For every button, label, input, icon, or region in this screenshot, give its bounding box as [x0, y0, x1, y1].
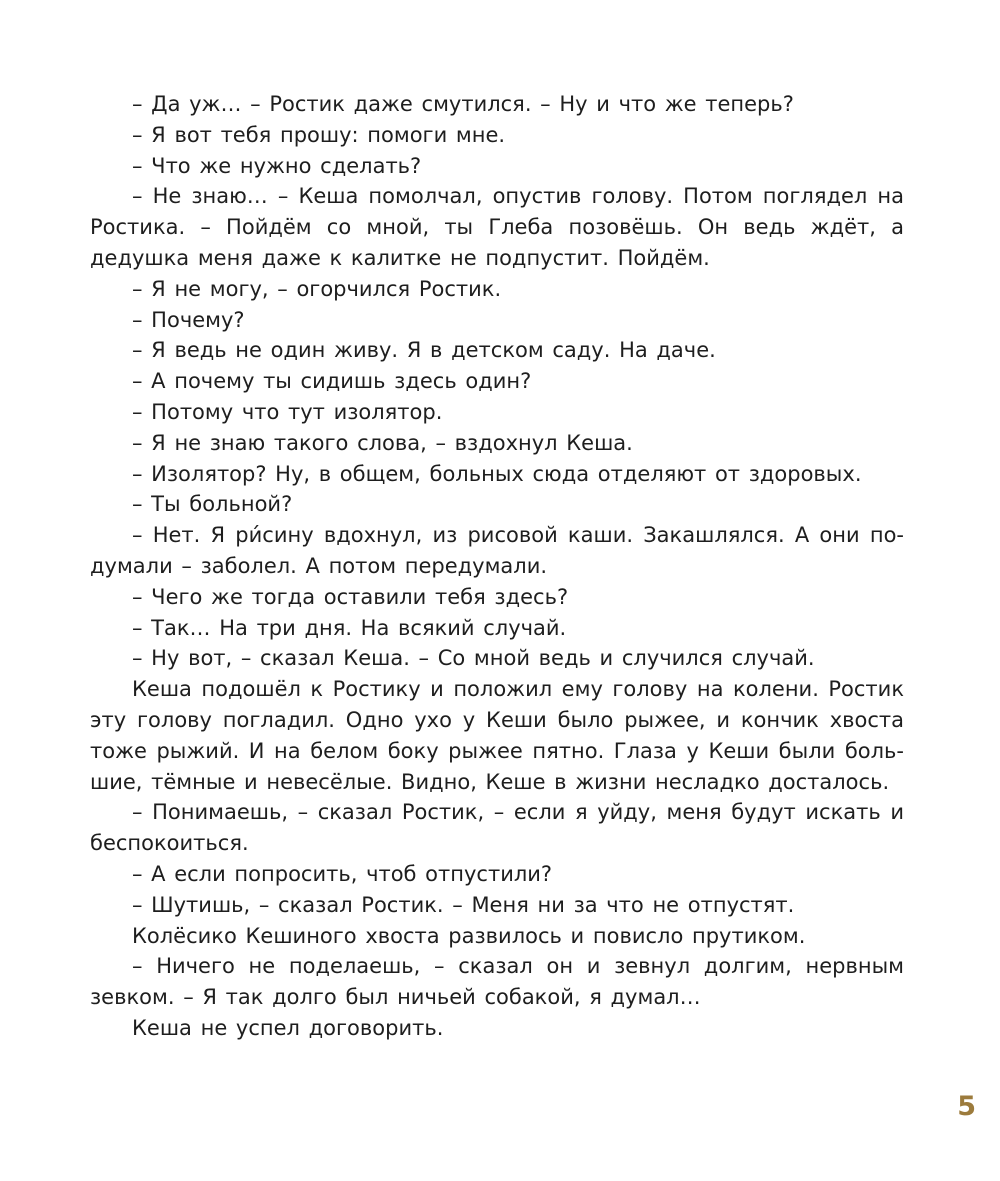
- paragraph: – А почему ты сидишь здесь один?: [132, 369, 532, 394]
- paragraph: Колёсико Кешиного хвоста развилось и повисло прутиком.: [132, 923, 806, 948]
- paragraph: – Я вот тебя прошу: помоги мне.: [132, 122, 506, 147]
- paragraph: – Понимаешь, – сказал Ростик, – если я уйду, меня будут искать и беспокоиться.: [90, 800, 904, 856]
- paragraph: – Я не могу, – огорчился Ростик.: [132, 276, 502, 301]
- paragraph: – А если попросить, чтоб отпустили?: [132, 861, 553, 886]
- paragraph: – Нет. Я ри́сину вдохнул, из рисовой каши. Закашлялся. А они подумали – заболел. А потом передумали.: [90, 523, 904, 578]
- paragraph: Кеша не успел договорить.: [132, 1015, 444, 1040]
- paragraph: – Ну вот, – сказал Кеша. – Со мной ведь и случился случай.: [132, 646, 815, 671]
- paragraph: – Шутишь, – сказал Ростик. – Меня ни за что не отпустят.: [132, 892, 795, 917]
- paragraph: – Не знаю… – Кеша помолчал, опустив голову. Потом поглядел на Ростика. – Пойдём со мной, ты Глеба позовёшь. Он ведь ждёт, а дедушка меня даже к калитке не подпустит. Пойдём.: [90, 184, 904, 270]
- paragraph: – Ты больной?: [132, 492, 293, 517]
- paragraph: – Потому что тут изолятор.: [132, 399, 443, 424]
- paragraph: – Изолятор? Ну, в общем, больных сюда отделяют от здоровых.: [132, 461, 862, 486]
- paragraph: – Почему?: [132, 307, 245, 332]
- paragraph: – Я не знаю такого слова, – вздохнул Кеша.: [132, 430, 633, 455]
- paragraph: – Так… На три дня. На всякий случай.: [132, 615, 567, 640]
- paragraph: – Да уж… – Ростик даже смутился. – Ну и что же теперь?: [132, 92, 794, 116]
- paragraph: – Что же нужно сделать?: [132, 153, 422, 178]
- story-text: [90, 89, 904, 1044]
- paragraph: Кеша подошёл к Ростику и положил ему голову на колени. Ростик эту голову погладил. Одно ухо у Кеши было рыжее, и кончик хвоста тоже рыжий. И на белом боку рыжее пятно. Глаза у Кеши были большие, тёмные и невесёлые. Видно, Кеше в жизни несладко досталось.: [90, 677, 904, 794]
- paragraph: – Я ведь не один живу. Я в детском саду. На даче.: [132, 338, 716, 363]
- paragraph: – Чего же тогда оставили тебя здесь?: [132, 584, 569, 609]
- page-number: 5: [957, 1091, 976, 1122]
- paragraph: – Ничего не поделаешь, – сказал он и зевнул долгим, нервным зевком. – Я так долго был ничьей собакой, я думал…: [90, 954, 904, 1010]
